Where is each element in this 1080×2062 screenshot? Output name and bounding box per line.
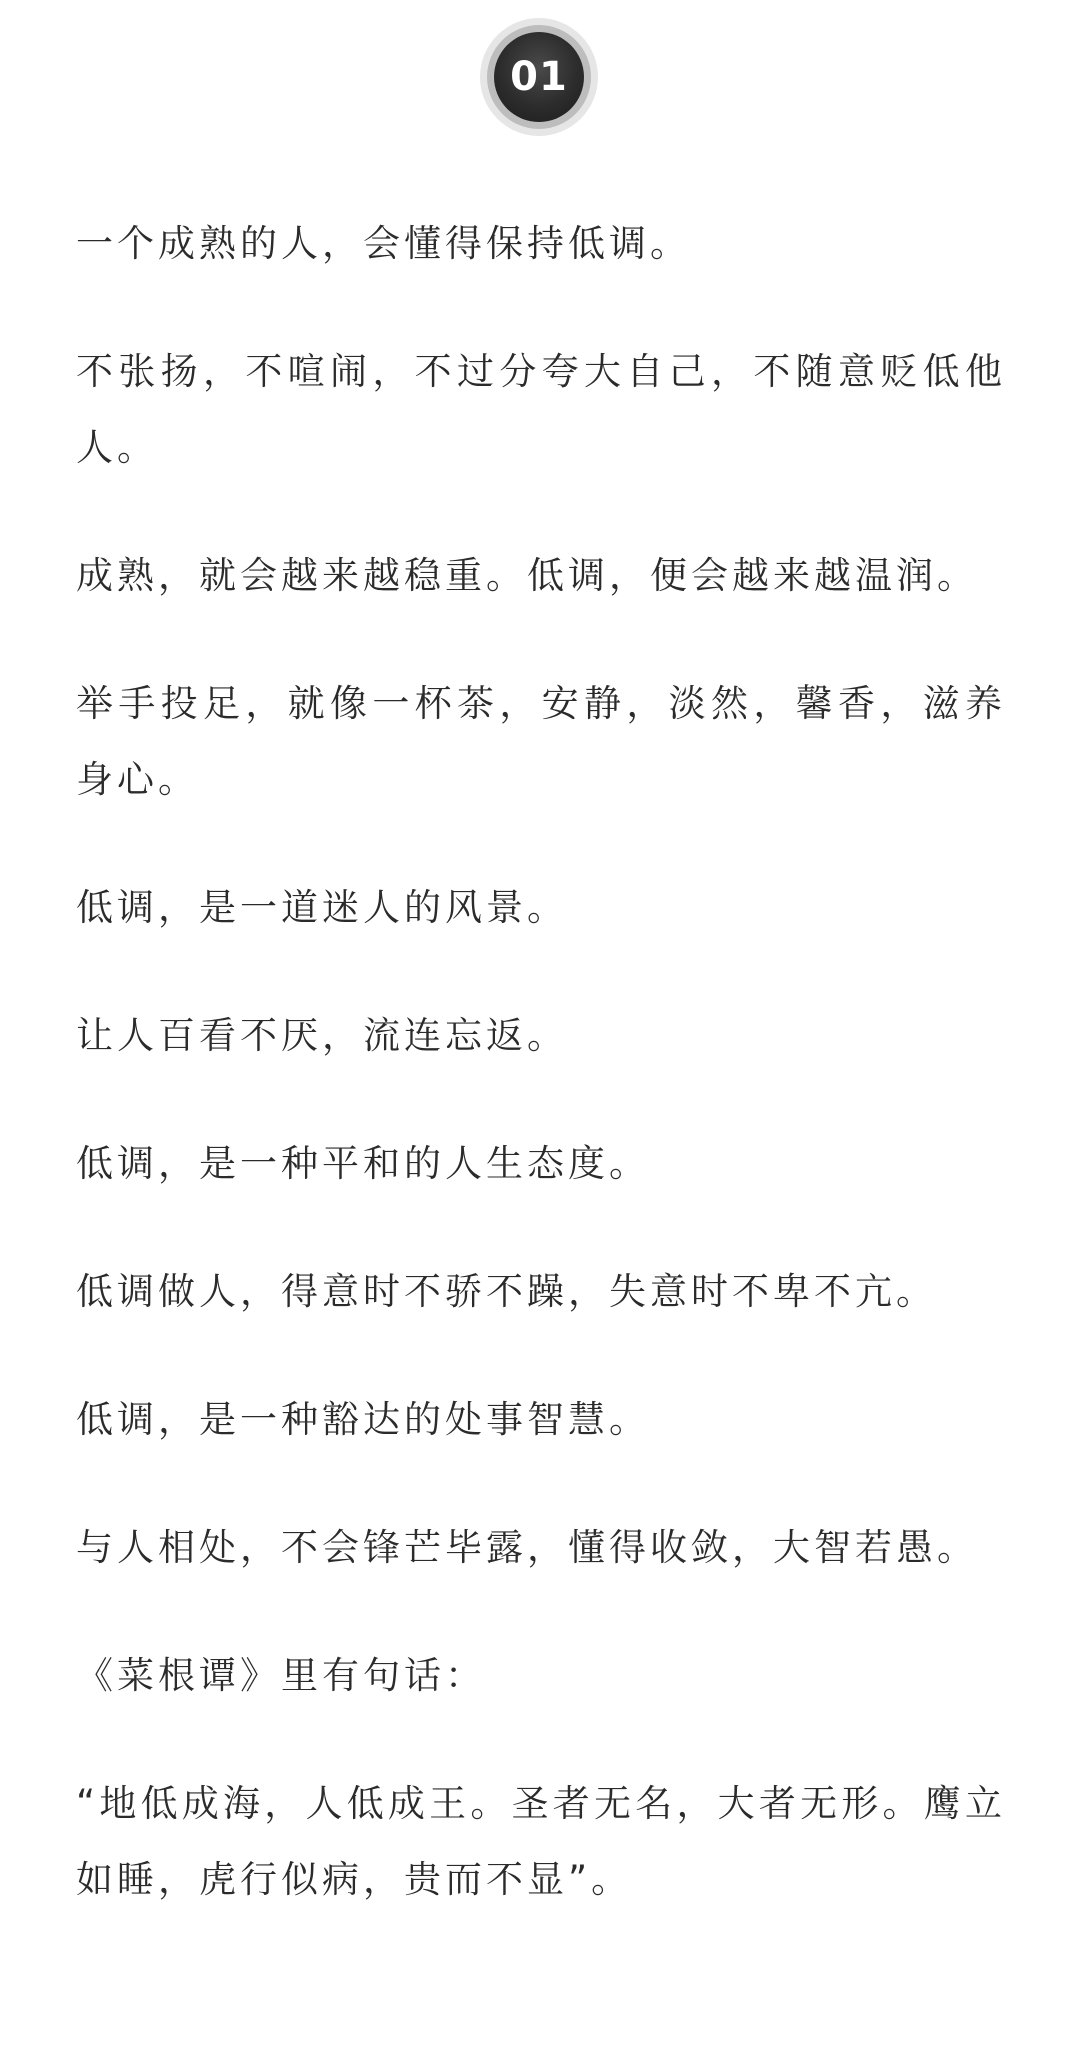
paragraph: 低调做人，得意时不骄不躁，失意时不卑不亢。 (76, 1270, 937, 1313)
paragraph: 《菜根谭》里有句话： (76, 1654, 486, 1697)
paragraph: 低调，是一种平和的人生态度。 (76, 1142, 650, 1185)
paragraph: 举手投足，就像一杯茶，安静，淡然，馨香，滋养身心。 (76, 682, 1006, 801)
section-number: 01 (494, 32, 584, 122)
paragraph: 低调，是一种豁达的处事智慧。 (76, 1398, 650, 1441)
paragraph: 不张扬，不喧闹，不过分夸大自己，不随意贬低他人。 (76, 350, 1006, 469)
paragraph: 一个成熟的人，会懂得保持低调。 (76, 222, 691, 265)
paragraph: 低调，是一道迷人的风景。 (76, 886, 568, 929)
section-number-badge (480, 18, 598, 136)
paragraph: 让人百看不厌，流连忘返。 (76, 1014, 568, 1057)
badge-ring (487, 25, 591, 129)
paragraph: 成熟，就会越来越稳重。低调，便会越来越温润。 (76, 554, 978, 597)
quote-paragraph: “地低成海，人低成王。圣者无名，大者无形。鹰立如睡，虎行似病，贵而不显”。 (76, 1782, 1006, 1901)
paragraph: 与人相处，不会锋芒毕露，懂得收敛，大智若愚。 (76, 1526, 978, 1569)
article-body (76, 206, 1006, 1970)
